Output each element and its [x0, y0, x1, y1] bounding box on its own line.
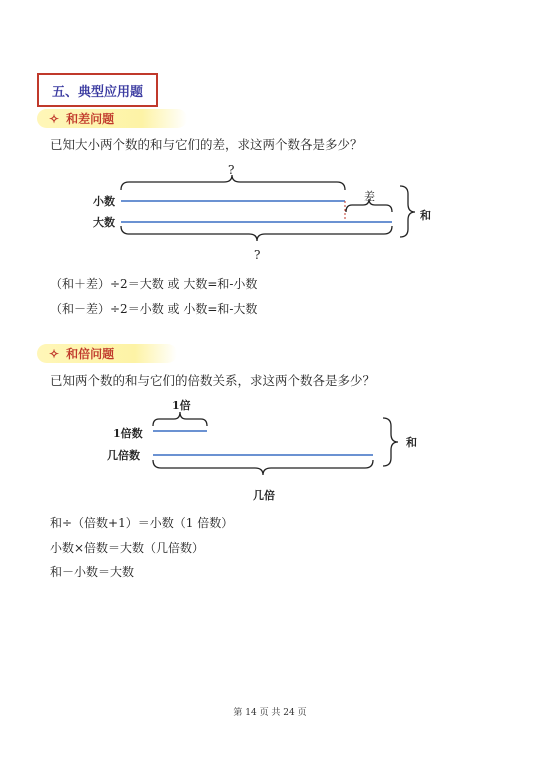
one-times-label: 1倍数	[113, 427, 143, 440]
formula-small: （和－差）÷2＝小数 或 小数=和-大数	[50, 302, 258, 316]
sum-multiple-question: 已知两个数的和与它们的倍数关系，求这两个数各是多少？	[50, 373, 376, 388]
top-question-mark: ?	[228, 163, 235, 177]
sum-label-2: 和	[406, 436, 417, 449]
bottom-times-label: 几倍	[253, 489, 275, 502]
one-times-top-label: 1倍	[172, 399, 191, 412]
section-title: 五、典型应用题	[37, 73, 158, 107]
small-number-label: 小数	[93, 195, 115, 208]
large-number-label: 大数	[93, 216, 115, 229]
multi-times-label: 几倍数	[107, 449, 140, 462]
formula-multiple-diff: 和－小数＝大数	[50, 565, 135, 579]
formula-multiple-small: 和÷（倍数+1）＝小数（1 倍数）	[50, 516, 234, 530]
difference-label: 差	[364, 190, 375, 203]
formula-large: （和＋差）÷2＝大数 或 大数=和-小数	[50, 277, 258, 291]
multi-times-brace	[153, 460, 373, 475]
sum-multiple-heading-text: 和倍问题	[66, 347, 115, 361]
sum-diff-heading-text: 和差问题	[66, 112, 115, 126]
diamond-outline-icon: ✧	[49, 346, 60, 361]
bottom-question-mark: ?	[254, 248, 261, 262]
diamond-outline-icon: ✧	[49, 111, 60, 126]
sum-label-1: 和	[420, 209, 431, 222]
page-footer: 第 14 页 共 24 页	[233, 708, 307, 718]
formula-multiple-large: 小数×倍数＝大数（几倍数）	[50, 541, 205, 555]
one-times-brace	[153, 412, 207, 426]
sum-diff-question: 已知大小两个数的和与它们的差，求这两个数各是多少？	[50, 137, 363, 152]
right-brace-2	[383, 418, 398, 466]
